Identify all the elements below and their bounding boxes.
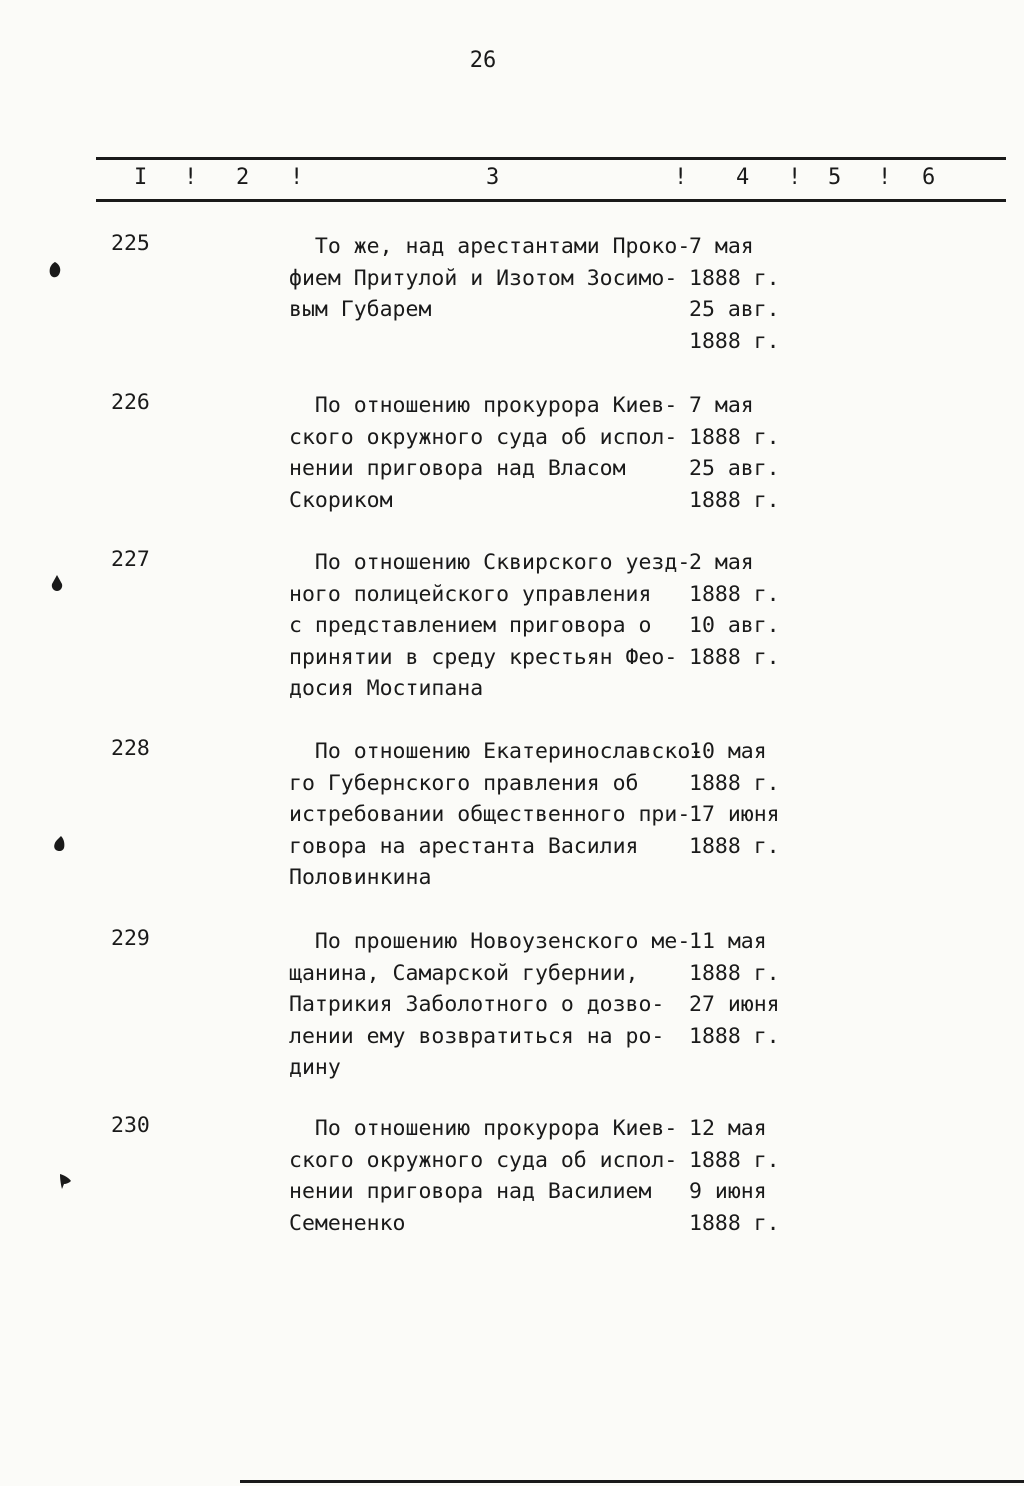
entry-number: 228 (111, 736, 150, 761)
header-sep: ! (290, 165, 304, 190)
description-line: По отношению прокурора Киев- (289, 393, 678, 418)
description-line: По отношению Екатеринославско- (289, 739, 704, 764)
header-sep: ! (788, 165, 802, 190)
date-line: 1888 г. (689, 328, 780, 354)
entry-description (289, 926, 689, 1084)
date-line: 25 авг. (689, 456, 780, 481)
date-line: 1888 г. (689, 581, 780, 607)
header-sep: ! (674, 165, 688, 190)
table-top-rule (96, 157, 1006, 160)
description-line: Скориком (289, 487, 393, 513)
entry-description (289, 736, 704, 894)
description-line: То же, над арестантами Проко- (289, 234, 691, 259)
entry-dates (689, 547, 809, 673)
hole-punch-mark-icon (48, 261, 62, 279)
date-line: 7 мая (689, 393, 754, 418)
entry-dates (689, 390, 809, 516)
description-line: истребовании общественного при- (289, 802, 691, 827)
date-line: 27 июня (689, 992, 780, 1017)
date-line: 1888 г. (689, 1210, 780, 1236)
header-col-5: 5 (828, 165, 842, 190)
description-line: досия Мостипана (289, 676, 484, 701)
entry-number: 226 (111, 390, 150, 415)
date-line: 1888 г. (689, 1023, 780, 1049)
hole-punch-mark-icon (58, 1172, 72, 1190)
entry-dates (689, 926, 809, 1052)
entry-number: 230 (111, 1113, 150, 1138)
date-line: 1888 г. (689, 424, 780, 450)
date-line: 1888 г. (689, 265, 780, 291)
hole-punch-mark-icon (50, 574, 64, 592)
date-line: 1888 г. (689, 833, 780, 859)
description-line: ного полицейского управления (289, 581, 652, 607)
page-bottom-rule (240, 1480, 1024, 1483)
page-number: 26 (469, 48, 497, 73)
date-line: 12 мая (689, 1116, 767, 1141)
description-line: Семененко (289, 1210, 406, 1236)
header-col-2: 2 (236, 165, 250, 190)
description-line: По отношению прокурора Киев- (289, 1116, 678, 1141)
header-col-1: I (134, 165, 148, 190)
date-line: 1888 г. (689, 770, 780, 796)
description-line: с представлением приговора о (289, 613, 652, 638)
description-line: нении приговора над Василием (289, 1179, 652, 1204)
date-line: 2 мая (689, 550, 754, 575)
entry-description (289, 231, 689, 326)
date-line: 1888 г. (689, 644, 780, 670)
header-col-3: 3 (486, 165, 500, 190)
description-line: говора на арестанта Василия (289, 833, 639, 859)
date-line: 10 мая (689, 739, 767, 764)
description-line: По отношению Сквирского уезд- (289, 550, 691, 575)
date-line: 25 авг. (689, 297, 780, 322)
date-line: 9 июня (689, 1179, 767, 1204)
description-line: вым Губарем (289, 297, 432, 322)
description-line: принятии в среду крестьян Фео- (289, 644, 678, 670)
header-sep: ! (184, 165, 198, 190)
entry-description (289, 1113, 689, 1239)
entry-description (289, 547, 689, 705)
entry-number: 225 (111, 231, 150, 256)
date-line: 17 июня (689, 802, 780, 827)
description-line: фием Притулой и Изотом Зосимо- (289, 265, 678, 291)
description-line: щанина, Самарской губернии, (289, 960, 639, 986)
date-line: 1888 г. (689, 1147, 780, 1173)
date-line: 7 мая (689, 234, 754, 259)
entry-number: 229 (111, 926, 150, 951)
hole-punch-mark-icon (52, 835, 66, 853)
date-line: 10 авг. (689, 613, 780, 638)
header-col-4: 4 (736, 165, 750, 190)
description-line: Патрикия Заболотного о дозво- (289, 992, 665, 1017)
description-line: дину (289, 1055, 341, 1080)
description-line: нении приговора над Власом (289, 456, 626, 481)
date-line: 11 мая (689, 929, 767, 954)
description-line: ского окружного суда об испол- (289, 1147, 678, 1173)
description-line: го Губернского правления об (289, 770, 639, 796)
entry-dates (689, 736, 809, 862)
description-line: ского окружного суда об испол- (289, 424, 678, 450)
table-header-rule (96, 199, 1006, 202)
entry-dates (689, 1113, 809, 1239)
description-line: По прошению Новоузенского ме- (289, 929, 691, 954)
date-line: 1888 г. (689, 487, 780, 513)
description-line: лении ему возвратиться на ро- (289, 1023, 665, 1049)
description-line: Половинкина (289, 865, 432, 890)
header-sep: ! (878, 165, 892, 190)
date-line: 1888 г. (689, 960, 780, 986)
entry-number: 227 (111, 547, 150, 572)
entry-dates (689, 231, 809, 357)
entry-description (289, 390, 689, 516)
header-col-6: 6 (922, 165, 936, 190)
